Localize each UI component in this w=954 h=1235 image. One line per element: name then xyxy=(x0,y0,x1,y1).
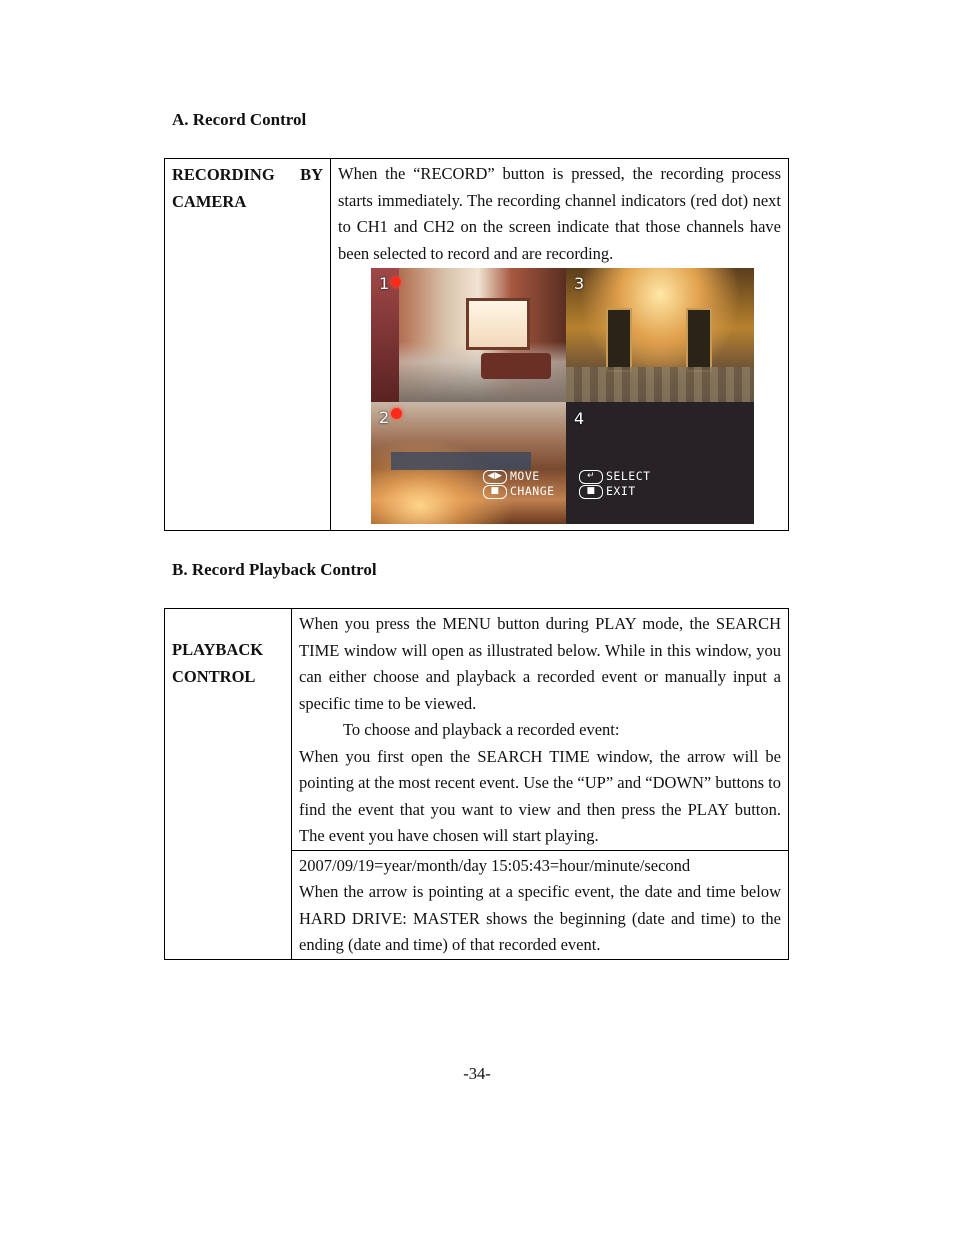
scene-detail xyxy=(686,308,712,372)
playback-para-4: 2007/09/19=year/month/day 15:05:43=hour/minute/second xyxy=(299,855,691,875)
playback-para-5: When the arrow is pointing at a specific event, the date and time below HARD DRIVE: MASTER shows the beginning (date and time) to the ending (date and time) of that recorded event. xyxy=(299,882,781,954)
dvr-quad-screen xyxy=(371,268,754,524)
playback-para-2: To choose and playback a recorded event: xyxy=(343,720,620,739)
section-b-heading: B. Record Playback Control xyxy=(172,560,377,579)
scene-detail xyxy=(466,298,530,350)
record-control-table xyxy=(164,158,789,531)
osd-select-exit xyxy=(579,469,651,499)
playback-control-table xyxy=(164,608,789,960)
scene-detail xyxy=(391,452,531,470)
playback-control-label xyxy=(165,609,292,960)
playback-para-1: When you press the MENU button during PLAY mode, the SEARCH TIME window will open as illustrated below. While in this window, you can either choose and playback a recorded event or manually input a specific time to be viewed. xyxy=(299,614,781,713)
channel-number-1: 1 xyxy=(379,274,390,293)
exit-square-icon: ■ xyxy=(579,485,603,499)
osd-exit-label: EXIT xyxy=(606,484,636,498)
osd-select-label: SELECT xyxy=(606,469,651,483)
section-a-heading: A. Record Control xyxy=(172,110,307,129)
recording-indicator-dot xyxy=(391,277,401,287)
playback-datetime-cell xyxy=(292,850,789,959)
recording-indicator-dot xyxy=(391,408,402,419)
recording-by-camera-label xyxy=(165,159,331,531)
channel-number-3: 3 xyxy=(574,274,585,293)
channel-number-2: 2 xyxy=(379,408,390,427)
recording-label-text: RECORDING BY CAMERA xyxy=(172,165,323,211)
playback-label-text: PLAYBACK CONTROL xyxy=(172,640,264,686)
scene-detail xyxy=(606,308,632,372)
change-square-icon: ■ xyxy=(483,485,507,499)
move-arrows-icon: ◀▶ xyxy=(483,470,507,484)
scene-detail xyxy=(566,367,754,402)
camera-view-3 xyxy=(566,268,754,402)
channel-number-4: 4 xyxy=(574,409,585,428)
osd-move-label: MOVE xyxy=(510,469,540,483)
osd-change-label: CHANGE xyxy=(510,484,555,498)
camera-view-4 xyxy=(566,402,754,524)
playback-description-cell xyxy=(292,609,789,851)
camera-view-1 xyxy=(371,268,566,402)
scene-detail xyxy=(481,353,551,379)
camera-view-2 xyxy=(371,402,566,524)
playback-para-3: When you first open the SEARCH TIME window, the arrow will be pointing at the most recent event. Use the “UP” and “DOWN” buttons to find the event that you want to view and then press the PLAY button. The event you have chosen will start playing. xyxy=(299,746,781,845)
osd-move-change xyxy=(483,469,555,499)
recording-description-cell xyxy=(331,159,789,531)
page-number: -34- xyxy=(463,1064,491,1083)
enter-arrow-icon: ↵ xyxy=(579,470,603,484)
recording-description: When the “RECORD” button is pressed, the recording process starts immediately. The recording channel indicators (red dot) next to CH1 and CH2 on the screen indicate that those channels have been selected to record and are recording. xyxy=(338,164,781,263)
